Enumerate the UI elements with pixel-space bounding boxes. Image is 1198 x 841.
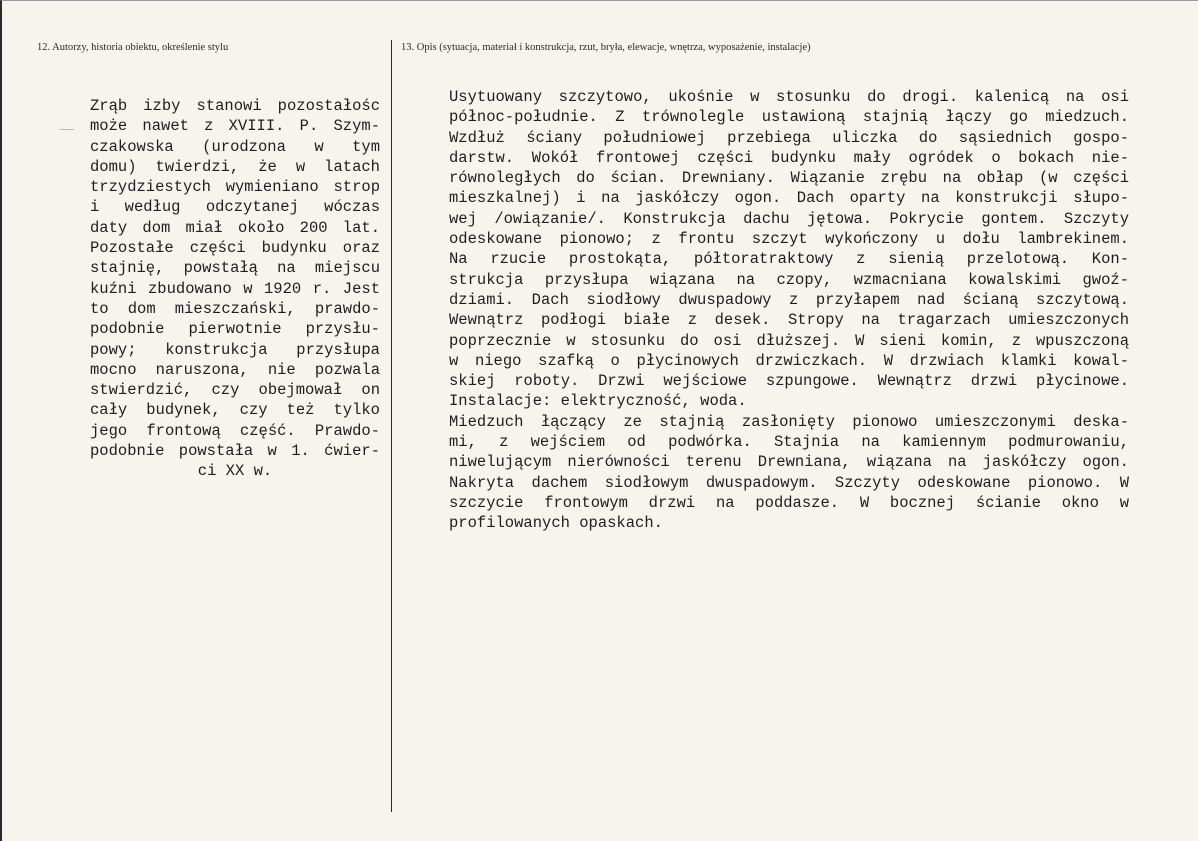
text-line: wej /owiązanie/. Konstrukcja dachu jętowa. Pokrycie gontem. Szczyty [449, 209, 1129, 228]
text-line: podobnie pierwotnie przysłu- [90, 320, 380, 339]
text-line: mocno naruszona, nie pozwala [90, 360, 380, 379]
margin-tick [60, 129, 74, 130]
text-line: niwelującym nierówności terenu Drewniana, wiązana na jaskółczy ogon. [449, 453, 1129, 472]
text-line: jego frontową część. Prawdo- [90, 421, 380, 440]
text-line: Nakryta dachem siodłowym dwuspadowym. Szczyty odeskowane pionowo. W [449, 473, 1129, 492]
text-line: domu) twierdzi, że w latach [90, 157, 380, 176]
text-line: i według odczytanej wóczas [90, 198, 380, 217]
text-line: równoległych do ścian. Drewniany. Wiązanie zrębu na obłap (w części [449, 169, 1129, 188]
text-line: północ-południe. Z trównolegle ustawioną stajnią łączy go miedzuch. [449, 108, 1129, 127]
text-line: darstw. Wokół frontowej części budynku mały ogródek o bokach nie- [449, 148, 1129, 167]
text-line: trzydziestych wymieniano strop [90, 178, 380, 197]
text-line: Miedzuch łączący ze stajnią zasłonięty pionowo umieszczonymi deska- [449, 412, 1129, 431]
text-line: stwierdzić, czy obejmował on [90, 381, 380, 400]
text-line: mi, z wejściem od podwórka. Stajnia na kamiennym podmurowaniu, [449, 433, 1129, 452]
text-line: Wewnątrz podłogi białe z desek. Stropy na tragarzach umieszczonych [449, 311, 1129, 330]
text-line: Pozostałe części budynku oraz [90, 239, 380, 258]
text-line: powy; konstrukcja przysłupa [90, 340, 380, 359]
text-line: kuźni zbudowano w 1920 r. Jest [90, 279, 380, 298]
section-13-header: 13. Opis (sytuacja, materiał i konstrukcja, rzut, bryła, elewacje, wnętrza, wyposażenie, instalacje) [401, 42, 811, 53]
description-text [449, 87, 1129, 534]
column-divider [391, 40, 392, 812]
history-text [90, 96, 380, 482]
text-line: dziami. Dach siodłowy dwuspadowy z przyłapem nad ścianą szczytową. [449, 290, 1129, 309]
text-line: czakowska (urodzona w tym [90, 137, 380, 156]
text-line: to dom mieszczański, prawdo- [90, 299, 380, 318]
text-line: odeskowane pionowo; z frontu szczyt wykończony u dołu lambrekinem. [449, 230, 1129, 249]
text-line: szczycie frontowym drzwi na poddasze. W bocznej ścianie okno w [449, 493, 1129, 512]
text-line: w niego szafką o płycinowych drzwiczkach. W drzwiach klamki kowal- [449, 351, 1129, 370]
text-line: mieszkalnej) i na jaskółczy ogon. Dach oparty na konstrukcji słupo- [449, 189, 1129, 208]
text-line: daty dom miał około 200 lat. [90, 218, 380, 237]
text-line: skiej roboty. Drzwi wejściowe szpungowe. Wewnątrz drzwi płycinowe. [449, 372, 1129, 391]
text-line: Zrąb izby stanowi pozostałośc [90, 97, 380, 115]
text-line: podobnie powstała w 1. ćwier- [90, 442, 380, 461]
text-line: stajnię, powstałą na miejscu [90, 259, 380, 278]
text-line: ci XX w. [197, 462, 273, 481]
text-line: Wzdłuż ściany południowej przebiega uliczka do sąsiednich gospo- [449, 128, 1129, 147]
text-line: Na rzucie prostokąta, półtoratraktowy z sienią przelotową. Kon- [449, 250, 1129, 269]
text-line: cały budynek, czy też tylko [90, 401, 380, 420]
text-line: poprzecznie w stosunku do osi dłuższej. W sieni komin, z wpuszczoną [449, 331, 1129, 350]
section-12-header: 12. Autorzy, historia obiektu, określenie stylu [37, 42, 229, 53]
text-line: Usytuowany szczytowo, ukośnie w stosunku do drogi. kalenicą na osi [449, 88, 1129, 106]
text-line: profilowanych opaskach. [449, 514, 663, 533]
text-line: Instalacje: elektryczność, woda. [449, 392, 747, 411]
text-line: strukcja przysłupa wiązana na czopy, wzmacniana kowalskimi gwoź- [449, 270, 1129, 289]
text-line: może nawet z XVIII. P. Szym- [90, 117, 380, 136]
